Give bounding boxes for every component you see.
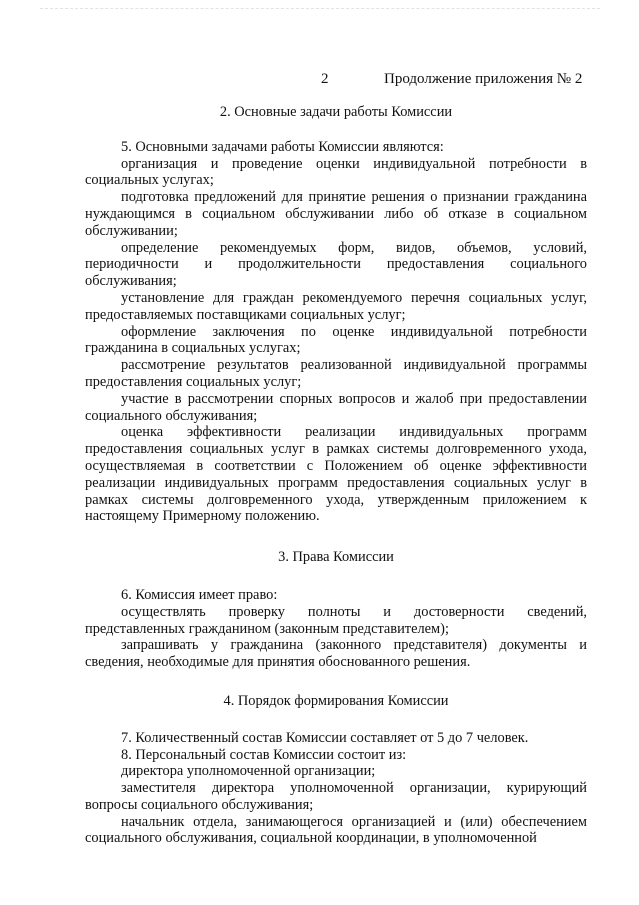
section-heading-tasks: 2. Основные задачи работы Комиссии <box>219 104 453 120</box>
paragraph: подготовка предложений для принятие решения о признании гражданина нуждающимся в социальном обслуживании либо об отказе в социальном обслуживании; <box>85 189 587 239</box>
paragraph: оценка эффективности реализации индивидуальных программ предоставления социальных услуг в рамках системы долговременного ухода, осуществляемая в соответствии с Положением об оценке эффективности реализации индивидуальных программ предоставления социальных услуг в рамках системы долговременного ухода, утвержденным приложением к настоящему Примерному положению. <box>85 424 587 525</box>
appendix-continuation-label: Продолжение приложения № 2 <box>384 71 583 87</box>
paragraph: запрашивать у гражданина (законного представителя) документы и сведения, необходимые для принятия обоснованного решения. <box>85 637 587 671</box>
page-header <box>0 71 639 91</box>
paragraph: 6. Комиссия имеет право: <box>121 586 278 603</box>
paragraph: начальник отдела, занимающегося организацией и (или) обеспечением социального обслуживания, социальной координации, в уполномоченной <box>85 813 587 847</box>
paragraph: 7. Количественный состав Комиссии составляет от 5 до 7 человек. <box>121 729 529 746</box>
paragraph: оформление заключения по оценке индивидуальной потребности гражданина в социальных услугах; <box>85 323 587 357</box>
paragraph: осуществлять проверку полноты и достоверности сведений, представленных гражданином (законным представителем); <box>85 603 587 637</box>
scan-artifact <box>40 8 600 15</box>
paragraph: установление для граждан рекомендуемого перечня социальных услуг, предоставляемых поставщиками социальных услуг; <box>85 289 587 323</box>
section-heading-rights: 3. Права Комиссии <box>278 549 394 566</box>
paragraph: организация и проведение оценки индивидуальной потребности в социальных услугах; <box>85 155 587 189</box>
page-number: 2 <box>321 71 329 87</box>
section-heading-formation: 4. Порядок формирования Комиссии <box>223 692 449 709</box>
paragraph: определение рекомендуемых форм, видов, объемов, условий, периодичности и продолжительности предоставления социального обслуживания; <box>85 239 587 290</box>
paragraph: заместителя директора уполномоченной организации, курирующий вопросы социального обслуживания; <box>85 780 587 813</box>
paragraph: рассмотрение результатов реализованной индивидуальной программы предоставления социальных услуг; <box>85 357 587 390</box>
document-body <box>85 104 587 847</box>
paragraph: участие в рассмотрении спорных вопросов и жалоб при предоставлении социального обслуживания; <box>85 390 587 424</box>
paragraph: 8. Персональный состав Комиссии состоит из: <box>121 746 407 763</box>
paragraph: 5. Основными задачами работы Комиссии являются: <box>121 138 444 155</box>
paragraph: директора уполномоченной организации; <box>121 763 376 780</box>
